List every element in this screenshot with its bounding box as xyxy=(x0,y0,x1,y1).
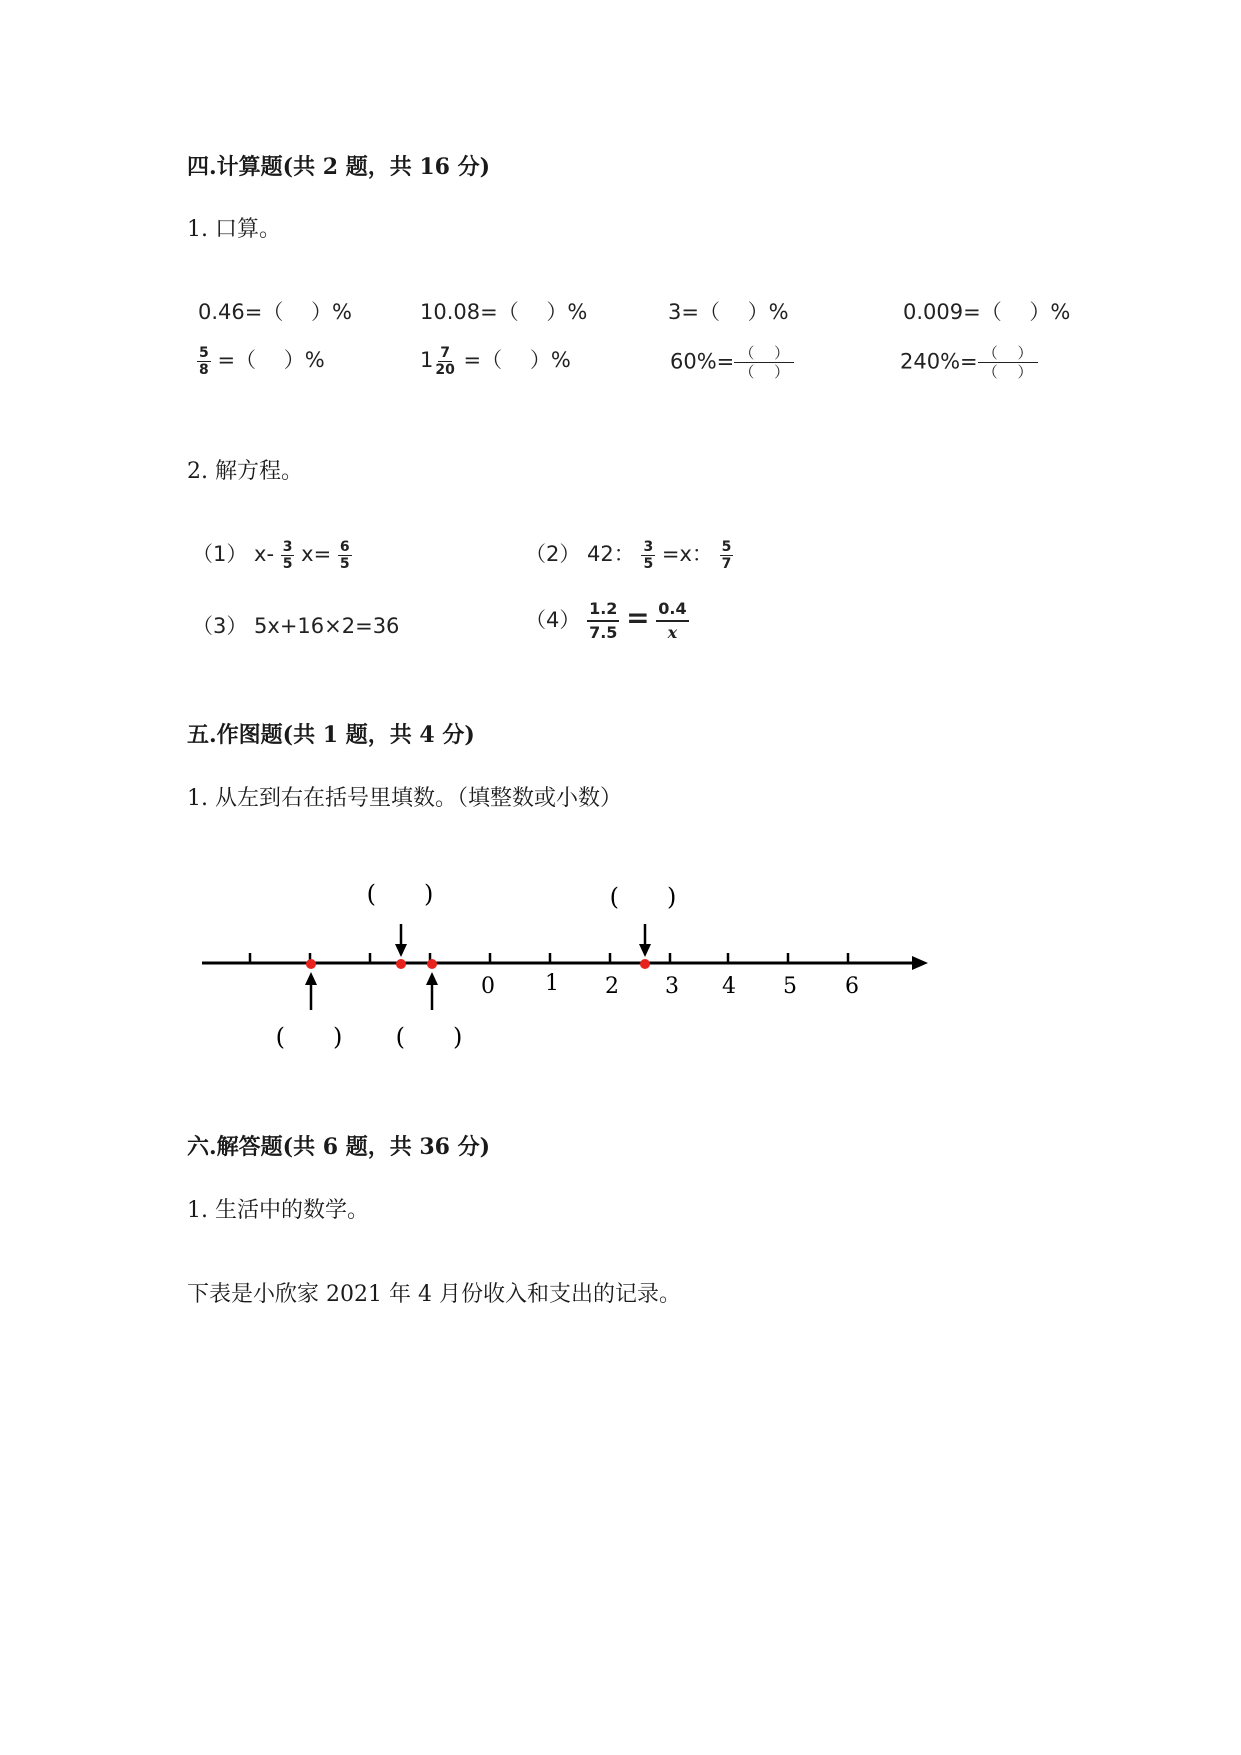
equation-3: （3） 5x+16×2=36 xyxy=(192,614,400,638)
fraction: $\frac{3}{5}$ xyxy=(643,538,654,572)
red-point xyxy=(640,959,650,969)
blank-fraction: $\frac{( )}{( )}$ xyxy=(734,344,794,381)
question-numberline-label: 1. 从左到右在括号里填数。（填整数或小数） xyxy=(187,786,622,811)
oral-item-6: 1 $\frac{7}{20}$ =（ ）% xyxy=(420,344,571,378)
red-point xyxy=(396,959,406,969)
fraction: $\frac{7}{20}$ xyxy=(435,344,455,378)
oral-item-7: 60%= $\frac{( )}{( )}$ xyxy=(670,344,794,381)
blank-fraction: $\frac{( )}{( )}$ xyxy=(978,344,1038,381)
oral-item-5: $\frac{5}{8}$ =（ ）% xyxy=(199,344,325,378)
tick-label-0: 0 xyxy=(481,974,495,999)
fraction: $\frac{0.4}{x}$ xyxy=(658,599,687,642)
down-arrow-icon xyxy=(639,924,651,957)
red-point xyxy=(306,959,316,969)
tick-label-3: 3 xyxy=(665,974,679,999)
red-point xyxy=(427,959,437,969)
oral-item-4: 0.009=（ ）% xyxy=(903,300,1071,324)
section-title-answers: 六.解答题(共 6 题，共 36 分) xyxy=(187,1134,491,1160)
arrowhead-icon xyxy=(912,956,928,970)
tick-label-4: 4 xyxy=(722,974,736,999)
tick-label-5: 5 xyxy=(783,974,797,999)
oral-item-2: 10.08=（ ）% xyxy=(420,300,588,324)
question-oral-calc-label: 1. 口算。 xyxy=(187,217,281,242)
blank-below-2: ( ) xyxy=(395,1023,463,1051)
blank-above-2: ( ) xyxy=(609,883,677,911)
fraction: $\frac{6}{5}$ xyxy=(339,538,350,572)
fraction: $\frac{5}{7}$ xyxy=(721,538,732,572)
up-arrow-icon xyxy=(426,972,438,1010)
fraction: $\frac{5}{8}$ xyxy=(199,344,209,378)
fraction: $\frac{3}{5}$ xyxy=(282,538,293,572)
question-equation-label: 2. 解方程。 xyxy=(187,459,303,484)
question-life-math-description: 下表是小欣家 2021 年 4 月份收入和支出的记录。 xyxy=(187,1282,681,1307)
oral-item-1: 0.46=（ ）% xyxy=(198,300,352,324)
section-title-drawing: 五.作图题(共 1 题，共 4 分) xyxy=(187,722,475,748)
tick-label-6: 6 xyxy=(845,974,859,999)
question-life-math-label: 1. 生活中的数学。 xyxy=(187,1198,369,1223)
tick-label-2: 2 xyxy=(605,974,619,999)
equation-4: （4） $\frac{1.2}{7.5}$ = $\frac{0.4}{x}$ xyxy=(525,599,687,642)
down-arrow-icon xyxy=(395,924,407,957)
blank-below-1: ( ) xyxy=(275,1023,343,1051)
tick-label-1: 1 xyxy=(545,971,559,996)
oral-item-3: 3=（ ）% xyxy=(668,300,789,324)
number-line-figure xyxy=(0,860,1241,1080)
equation-2: （2） 42： $\frac{3}{5}$ =x： $\frac{5}{7}$ xyxy=(525,538,732,572)
section-title-calculation: 四.计算题(共 2 题，共 16 分) xyxy=(187,154,491,180)
fraction: $\frac{1.2}{7.5}$ xyxy=(589,599,618,642)
oral-item-8: 240%= $\frac{( )}{( )}$ xyxy=(900,344,1038,381)
equation-1: （1） x- $\frac{3}{5}$ x= $\frac{6}{5}$ xyxy=(192,538,350,572)
up-arrow-icon xyxy=(305,972,317,1010)
blank-above-1: ( ) xyxy=(366,880,434,908)
